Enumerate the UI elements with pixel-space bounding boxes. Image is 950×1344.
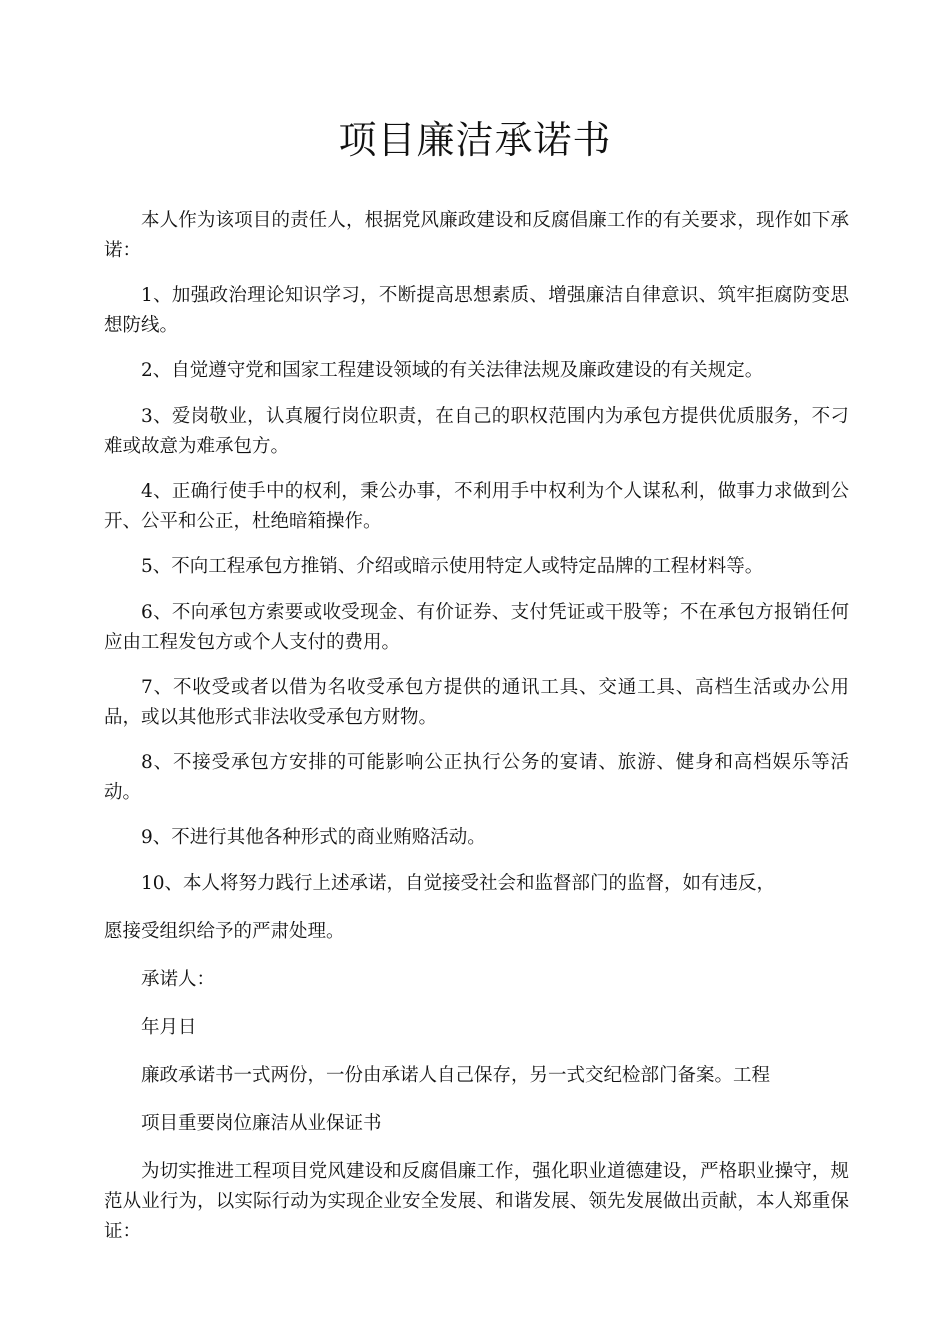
signer-label: 承诺人： bbox=[141, 969, 216, 990]
commitment-item-2: 2、自觉遵守党和国家工程建设领域的有关法律法规及廉政建设的有关规定。 bbox=[141, 360, 764, 381]
commitment-item-9: 9、不进行其他各种形式的商业贿赂活动。 bbox=[141, 827, 486, 848]
guarantee-intro: 为切实推进工程项目党风建设和反腐倡廉工作，强化职业道德建设，严格职业操守，规范从业行为，以实际行动为实现企业安全发展、和谐发展、领先发展做出贡献，本人郑重保证： bbox=[104, 1161, 849, 1242]
commitment-item-5: 5、不向工程承包方推销、介绍或暗示使用特定人或特定品牌的工程材料等。 bbox=[141, 556, 764, 577]
commitment-item-10: 10、本人将努力践行上述承诺，自觉接受社会和监督部门的监督，如有违反， bbox=[141, 873, 776, 894]
commitment-item-8: 8、不接受承包方安排的可能影响公正执行公务的宴请、旅游、健身和高档娱乐等活动。 bbox=[104, 752, 849, 803]
date-line: 年月日 bbox=[141, 1017, 197, 1038]
commitment-item-3: 3、爱岗敬业，认真履行岗位职责，在自己的职权范围内为承包方提供优质服务，不刁难或故意为难承包方。 bbox=[104, 406, 849, 457]
commitment-item-1: 1、加强政治理论知识学习，不断提高思想素质、增强廉洁自律意识、筑牢拒腐防变思想防线。 bbox=[104, 285, 849, 336]
commitment-item-7: 7、不收受或者以借为名收受承包方提供的通讯工具、交通工具、高档生活或办公用品，或以其他形式非法收受承包方财物。 bbox=[104, 677, 849, 728]
intro-paragraph: 本人作为该项目的责任人，根据党风廉政建设和反腐倡廉工作的有关要求，现作如下承诺： bbox=[104, 210, 849, 261]
commitment-item-6: 6、不向承包方索要或收受现金、有价证券、支付凭证或干股等；不在承包方报销任何应由工程发包方或个人支付的费用。 bbox=[104, 602, 849, 653]
document-title: 项目廉洁承诺书 bbox=[338, 118, 612, 162]
copies-note: 廉政承诺书一式两份，一份由承诺人自己保存，另一式交纪检部门备案。工程 bbox=[141, 1065, 771, 1086]
commitment-item-10-continued: 愿接受组织给予的严肃处理。 bbox=[104, 921, 345, 942]
commitment-item-4: 4、正确行使手中的权利，秉公办事，不利用手中权利为个人谋私利，做事力求做到公开、公平和公正，杜绝暗箱操作。 bbox=[104, 481, 849, 532]
guarantee-heading: 项目重要岗位廉洁从业保证书 bbox=[141, 1113, 382, 1134]
document-body bbox=[104, 206, 849, 1262]
